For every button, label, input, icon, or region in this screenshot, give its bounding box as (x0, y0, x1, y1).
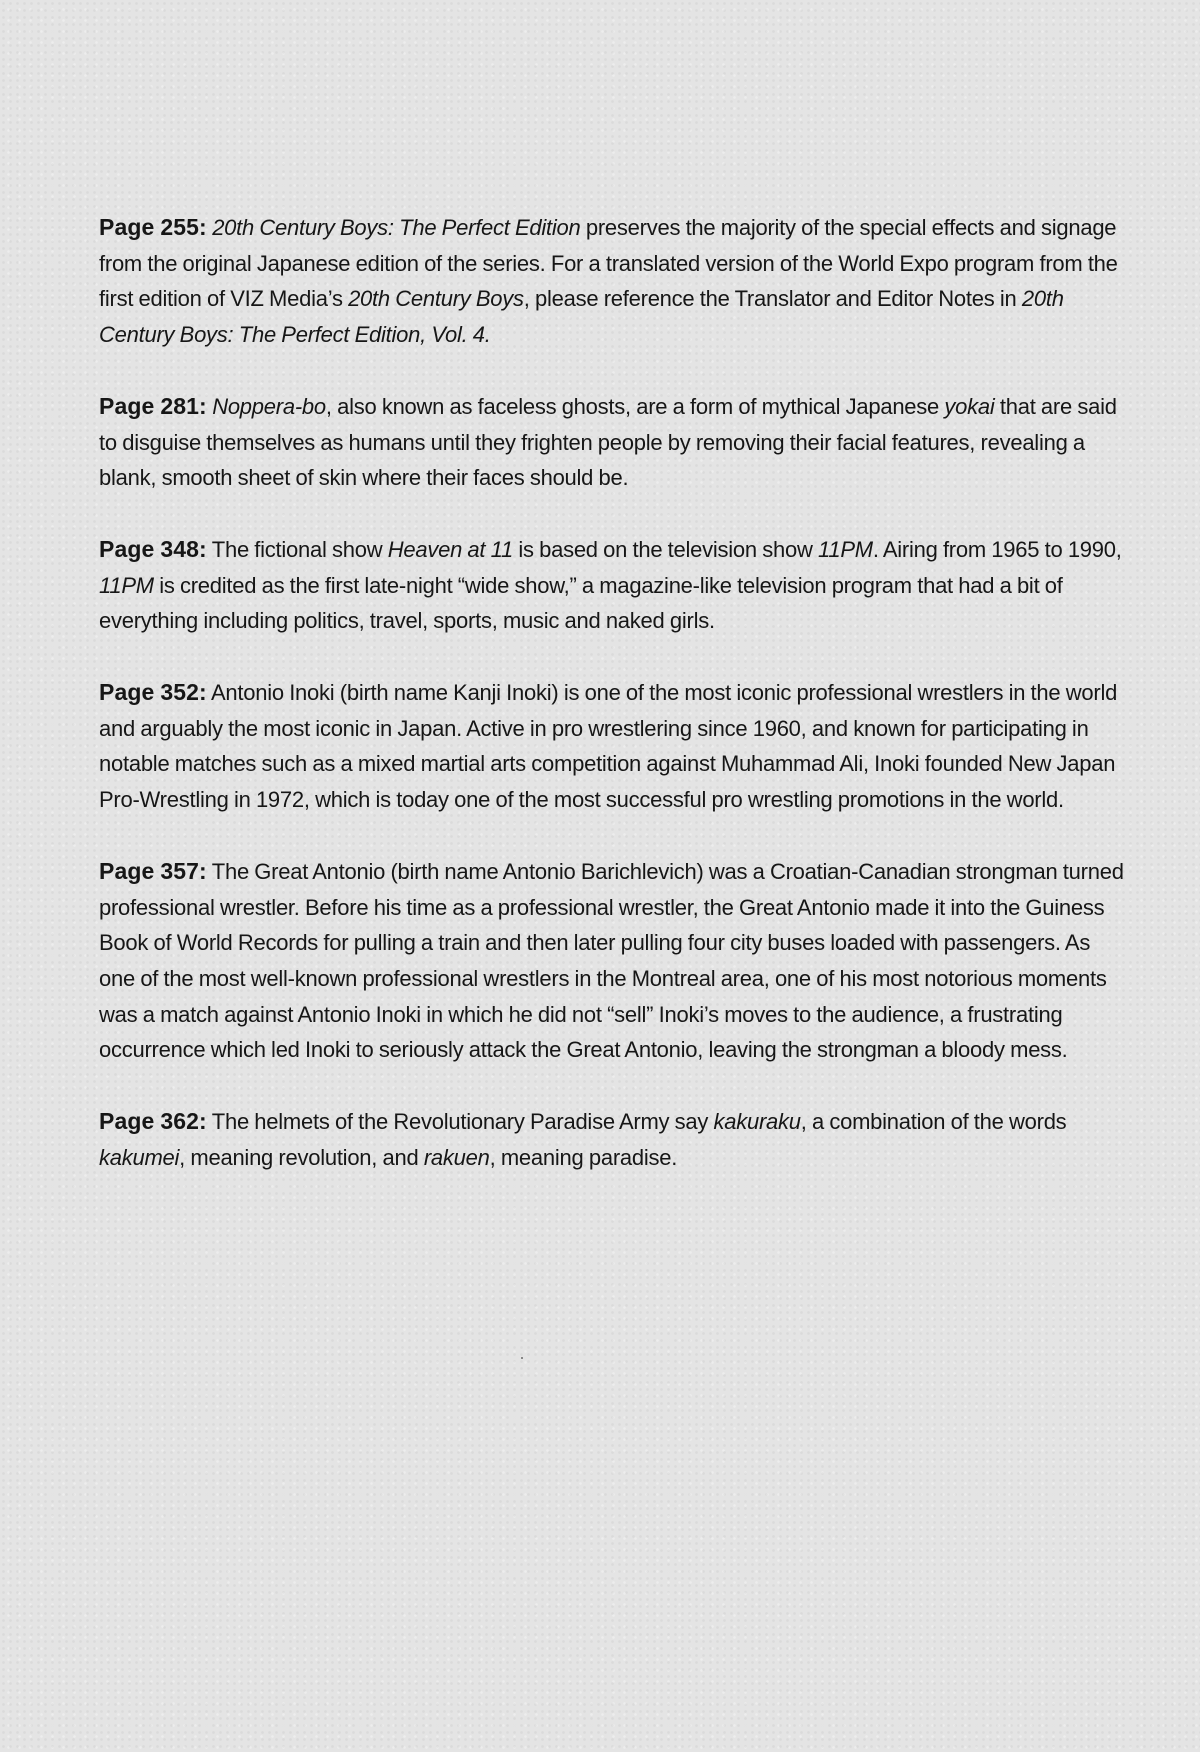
note-italic-term: 20th Century Boys (348, 286, 524, 312)
note-text: , meaning revolution, and (179, 1144, 424, 1170)
note-italic-term: Noppera-bo (212, 393, 326, 419)
note-italic-term: 11PM (817, 536, 873, 562)
translation-notes (99, 210, 1129, 1211)
note-text: is credited as the first late-night “wide show,” a magazine-like television program that had a bit of everything including politics, travel, sports, music and naked girls. (99, 572, 1063, 634)
note-page-label: Page 281: (99, 392, 207, 419)
note-paragraph (99, 854, 1129, 1068)
note-paragraph (99, 532, 1129, 639)
note-text: that are said to disguise themselves as humans until they frighten people by removing their facial features, revealing a blank, smooth sheet of skin where their faces should be. (99, 393, 1117, 491)
note-italic-term: Heaven at 11 (387, 536, 513, 562)
note-text: The helmets of the Revolutionary Paradise Army say (206, 1109, 714, 1135)
note-italic-term: rakuen (423, 1144, 490, 1170)
note-italic-term: 20th Century Boys: The Perfect Edition (212, 215, 581, 240)
note-text: . Airing from 1965 to 1990, (872, 536, 1122, 562)
note-italic-term: yokai (944, 393, 995, 419)
note-text: preserves the majority of the special effects and signage from the original Japanese edition of the series. For a translated version of the World Expo program from the first edition of VIZ Media’s (99, 215, 1118, 312)
note-paragraph (99, 389, 1129, 496)
note-text: , also known as faceless ghosts, are a form of mythical Japanese (325, 393, 945, 419)
note-text: is based on the television show (512, 536, 818, 562)
note-text: , meaning paradise. (489, 1144, 678, 1170)
note-paragraph (99, 1104, 1129, 1175)
note-paragraph (99, 210, 1129, 353)
note-page-label: Page 357: (99, 857, 207, 884)
note-text: , please reference the Translator and Editor Notes in (523, 286, 1022, 312)
note-paragraph (99, 675, 1129, 818)
note-text: The fictional show (206, 536, 388, 562)
note-italic-term: kakumei (99, 1144, 180, 1170)
note-italic-term: 11PM (99, 572, 154, 598)
note-page-label: Page 362: (99, 1108, 207, 1135)
note-text: , a combination of the words (800, 1109, 1067, 1135)
note-page-label: Page 352: (99, 679, 207, 706)
note-text: Antonio Inoki (birth name Kanji Inoki) is one of the most iconic professional wrestlers in the world and arguably the most iconic in Japan. Active in pro wrestlering since 1960, and known for participating in notable matches such as a mixed martial arts competition against Muhammad Ali, Inoki founded New Japan Pro-Wrestling in 1972, which is today one of the most successful pro wrestling promotions in the world. (99, 680, 1118, 813)
paper-speck (521, 1357, 523, 1359)
note-text: The Great Antonio (birth name Antonio Barichlevich) was a Croatian-Canadian strongman turned professional wrestler. Before his time as a professional wrestler, the Great Antonio made it into the Guiness Book of World Records for pulling a train and then later pulling four city buses loaded with passengers. As one of the most well-known professional wrestlers in the Montreal area, one of his most notorious moments was a match against Antonio Inoki in which he did not “sell” Inoki’s moves to the audience, a frustrating occurrence which led Inoki to seriously attack the Great Antonio, leaving the strongman a bloody mess. (99, 858, 1124, 1063)
note-page-label: Page 255: (99, 214, 207, 240)
note-italic-term: 20th Century Boys: The Perfect Edition, Vol. 4. (99, 286, 1064, 348)
note-italic-term: kakuraku (713, 1109, 801, 1135)
note-page-label: Page 348: (99, 535, 207, 562)
